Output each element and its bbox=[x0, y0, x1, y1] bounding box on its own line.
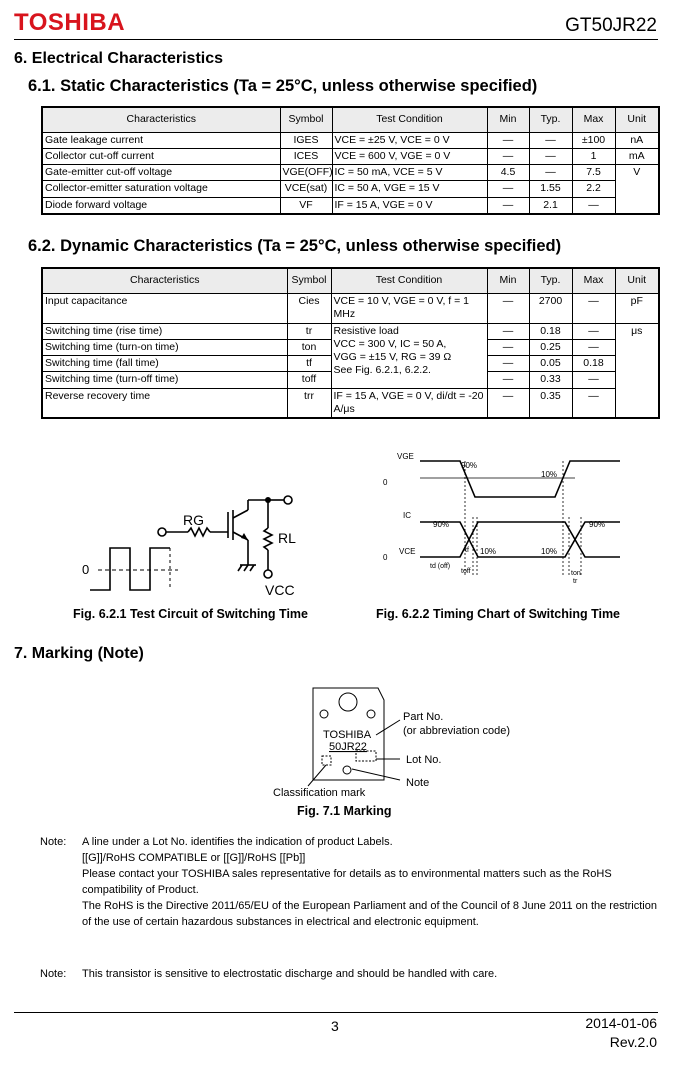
cell: — bbox=[487, 356, 529, 372]
cell: VCE = 10 V, VGE = 0 V, f = 1 MHz bbox=[331, 294, 487, 324]
cell: 2700 bbox=[529, 294, 572, 324]
col-header: Typ. bbox=[529, 268, 572, 294]
cell: ICES bbox=[280, 149, 332, 165]
col-header: Typ. bbox=[529, 107, 572, 133]
cell: VCE = ±25 V, VCE = 0 V bbox=[332, 133, 487, 149]
cell: 1.55 bbox=[529, 181, 572, 197]
cell: — bbox=[572, 388, 615, 418]
cell: Switching time (turn-off time) bbox=[42, 372, 287, 388]
cell: 2.1 bbox=[529, 197, 572, 214]
vce-axis-label: VCE bbox=[399, 547, 416, 556]
footer-rule bbox=[14, 1012, 658, 1013]
rg-resistor bbox=[188, 528, 210, 536]
col-header: Min bbox=[487, 107, 529, 133]
table-row bbox=[42, 149, 659, 165]
vce-10-right-label: 10% bbox=[541, 547, 558, 556]
cell: IF = 15 A, VGE = 0 V, di/dt = -20 A/μs bbox=[331, 388, 487, 418]
cell: Cies bbox=[287, 294, 331, 324]
cell: — bbox=[487, 340, 529, 356]
cell: 2.2 bbox=[572, 181, 615, 197]
tdoff-label: td (off) bbox=[430, 563, 451, 570]
package-part-text: 50JR22 bbox=[329, 741, 367, 753]
cell: VGE(OFF) bbox=[280, 165, 332, 181]
vge-axis-label: VGE bbox=[397, 452, 414, 461]
cell: Diode forward voltage bbox=[42, 197, 280, 214]
zero-label-vge: 0 bbox=[383, 478, 388, 487]
cell: pF bbox=[615, 294, 659, 324]
table-header-row bbox=[42, 107, 659, 133]
cond-line: VGG = ±15 V, RG = 39 Ω bbox=[333, 351, 452, 364]
section-7-title: 7. Marking (Note) bbox=[14, 645, 144, 662]
rg-label: RG bbox=[183, 512, 204, 528]
cell: Collector-emitter saturation voltage bbox=[42, 181, 280, 197]
cell: 0.33 bbox=[529, 372, 572, 388]
cell: IC = 50 A, VGE = 15 V bbox=[332, 181, 487, 197]
cond-line: See Fig. 6.2.1, 6.2.2. bbox=[333, 364, 431, 377]
zero-label: 0 bbox=[82, 562, 90, 577]
dynamic-characteristics-table bbox=[41, 267, 660, 419]
cell: — bbox=[487, 294, 529, 324]
cell: — bbox=[572, 372, 615, 388]
cell: — bbox=[487, 372, 529, 388]
callout-abbrev: (or abbreviation code) bbox=[403, 725, 511, 737]
note-line: Please contact your TOSHIBA sales representative for details as to environmental matters such as the RoHS compatibility of Product. bbox=[82, 868, 612, 896]
cond-line: Resistive load bbox=[333, 325, 399, 337]
cell: 7.5 bbox=[572, 165, 615, 181]
switching-condition-cell bbox=[331, 324, 487, 389]
page-number: 3 bbox=[331, 1018, 339, 1034]
cell: Input capacitance bbox=[42, 294, 287, 324]
fig-6-2-2-caption: Fig. 6.2.2 Timing Chart of Switching Time bbox=[376, 607, 621, 621]
part-number: GT50JR22 bbox=[565, 15, 657, 36]
cell: V bbox=[615, 165, 659, 214]
footer-revision: Rev.2.0 bbox=[609, 1034, 657, 1050]
cell: — bbox=[572, 340, 615, 356]
vce-10-label: 10% bbox=[480, 547, 497, 556]
zero-label-vce: 0 bbox=[383, 553, 388, 562]
cell: 4.5 bbox=[487, 165, 529, 181]
table-header-row bbox=[42, 268, 659, 294]
cell: IF = 15 A, VGE = 0 V bbox=[332, 197, 487, 214]
switching-timing-chart bbox=[375, 447, 635, 585]
col-header: Test Condition bbox=[332, 107, 487, 133]
cell: 1 bbox=[572, 149, 615, 165]
table-row bbox=[42, 197, 659, 214]
cell: Gate leakage current bbox=[42, 133, 280, 149]
vge-10-label: 10% bbox=[541, 470, 558, 479]
callout-note: Note bbox=[406, 777, 430, 789]
vge-90-label: 90% bbox=[461, 461, 478, 470]
cell: ton bbox=[287, 340, 331, 356]
cell: — bbox=[529, 149, 572, 165]
fig-6-2-1-caption: Fig. 6.2.1 Test Circuit of Switching Time bbox=[73, 607, 308, 621]
col-header: Min bbox=[487, 268, 529, 294]
note-label: Note: bbox=[40, 968, 67, 980]
section-6-1-title: 6.1. Static Characteristics (Ta = 25°C, unless otherwise specified) bbox=[28, 77, 538, 95]
cell: tr bbox=[287, 324, 331, 340]
cell: — bbox=[487, 149, 529, 165]
col-header: Characteristics bbox=[42, 268, 287, 294]
table-row bbox=[42, 294, 659, 324]
marking-diagram bbox=[268, 680, 528, 800]
cell: IGES bbox=[280, 133, 332, 149]
callout-lot: Lot No. bbox=[406, 754, 442, 766]
cell: Collector cut-off current bbox=[42, 149, 280, 165]
table-row bbox=[42, 181, 659, 197]
cell: μs bbox=[615, 324, 659, 419]
cell: — bbox=[529, 133, 572, 149]
esd-note: This transistor is sensitive to electrostatic discharge and should be handled with care. bbox=[82, 968, 498, 980]
switching-test-circuit-diagram bbox=[70, 440, 340, 605]
static-characteristics-table bbox=[41, 106, 660, 215]
table-row bbox=[42, 388, 659, 418]
cell: — bbox=[529, 165, 572, 181]
rl-label: RL bbox=[278, 530, 296, 546]
section-6-title: 6. Electrical Characteristics bbox=[14, 50, 224, 67]
section-6-2-title: 6.2. Dynamic Characteristics (Ta = 25°C, unless otherwise specified) bbox=[28, 237, 562, 255]
col-header: Max bbox=[572, 268, 615, 294]
ic-axis-label: IC bbox=[403, 511, 411, 520]
vcc-label: VCC bbox=[265, 582, 295, 598]
header-rule bbox=[14, 39, 658, 40]
cell: — bbox=[487, 197, 529, 214]
col-header: Test Condition bbox=[331, 268, 487, 294]
cell: 0.25 bbox=[529, 340, 572, 356]
cell: IC = 50 mA, VCE = 5 V bbox=[332, 165, 487, 181]
cell: mA bbox=[615, 149, 659, 165]
fig-7-1-caption: Fig. 7.1 Marking bbox=[297, 804, 392, 818]
col-header: Symbol bbox=[287, 268, 331, 294]
cell: nA bbox=[615, 133, 659, 149]
toshiba-logo: TOSHIBA bbox=[14, 9, 126, 36]
cell: Reverse recovery time bbox=[42, 388, 287, 418]
footer-date: 2014-01-06 bbox=[585, 1015, 657, 1031]
cell: Switching time (turn-on time) bbox=[42, 340, 287, 356]
callout-part-no: Part No. bbox=[403, 711, 444, 723]
rl-resistor bbox=[264, 528, 272, 550]
ic-90-label: 90% bbox=[433, 520, 450, 529]
cell: VF bbox=[280, 197, 332, 214]
cell: — bbox=[487, 181, 529, 197]
package-brand-text: TOSHIBA bbox=[323, 729, 372, 741]
cell: Switching time (fall time) bbox=[42, 356, 287, 372]
vge-waveform bbox=[420, 461, 620, 497]
cell: VCE = 600 V, VGE = 0 V bbox=[332, 149, 487, 165]
col-header: Symbol bbox=[280, 107, 332, 133]
cell: 0.18 bbox=[529, 324, 572, 340]
table-row bbox=[42, 165, 659, 181]
col-header: Unit bbox=[615, 107, 659, 133]
toff-label: toff bbox=[461, 568, 471, 575]
cell: — bbox=[572, 324, 615, 340]
callout-classification: Classification mark bbox=[273, 787, 366, 799]
note-body bbox=[82, 834, 658, 930]
cell: VCE(sat) bbox=[280, 181, 332, 197]
cell: 0.05 bbox=[529, 356, 572, 372]
cell: ±100 bbox=[572, 133, 615, 149]
tf-label: tf bbox=[465, 547, 469, 554]
cell: Gate-emitter cut-off voltage bbox=[42, 165, 280, 181]
cell: 0.35 bbox=[529, 388, 572, 418]
cell: Switching time (rise time) bbox=[42, 324, 287, 340]
cell: toff bbox=[287, 372, 331, 388]
cell: trr bbox=[287, 388, 331, 418]
tr-label: tr bbox=[573, 578, 578, 585]
cell: — bbox=[487, 388, 529, 418]
col-header: Unit bbox=[615, 268, 659, 294]
col-header: Max bbox=[572, 107, 615, 133]
cell: — bbox=[572, 294, 615, 324]
mounting-hole-icon bbox=[339, 693, 357, 711]
cell: — bbox=[572, 197, 615, 214]
col-header: Characteristics bbox=[42, 107, 280, 133]
cell: 0.18 bbox=[572, 356, 615, 372]
note-line: A line under a Lot No. identifies the indication of product Labels. bbox=[82, 836, 393, 848]
ton-label: ton bbox=[571, 570, 581, 577]
table-row bbox=[42, 133, 659, 149]
cond-line: VCC = 300 V, IC = 50 A, bbox=[333, 338, 447, 351]
ic-90-right-label: 90% bbox=[589, 520, 606, 529]
gate-pulse-waveform bbox=[90, 548, 170, 590]
cell: — bbox=[487, 133, 529, 149]
note-label: Note: bbox=[40, 836, 67, 848]
table-row bbox=[42, 324, 659, 340]
cell: tf bbox=[287, 356, 331, 372]
note-line: [[G]]/RoHS COMPATIBLE or [[G]]/RoHS [[Pb]] bbox=[82, 852, 306, 864]
note-line: The RoHS is the Directive 2011/65/EU of the European Parliament and of the Council of 8 June 2011 on the restriction of the use of certain hazardous substances in electrical and electronic equipment. bbox=[82, 900, 657, 928]
cell: — bbox=[487, 324, 529, 340]
